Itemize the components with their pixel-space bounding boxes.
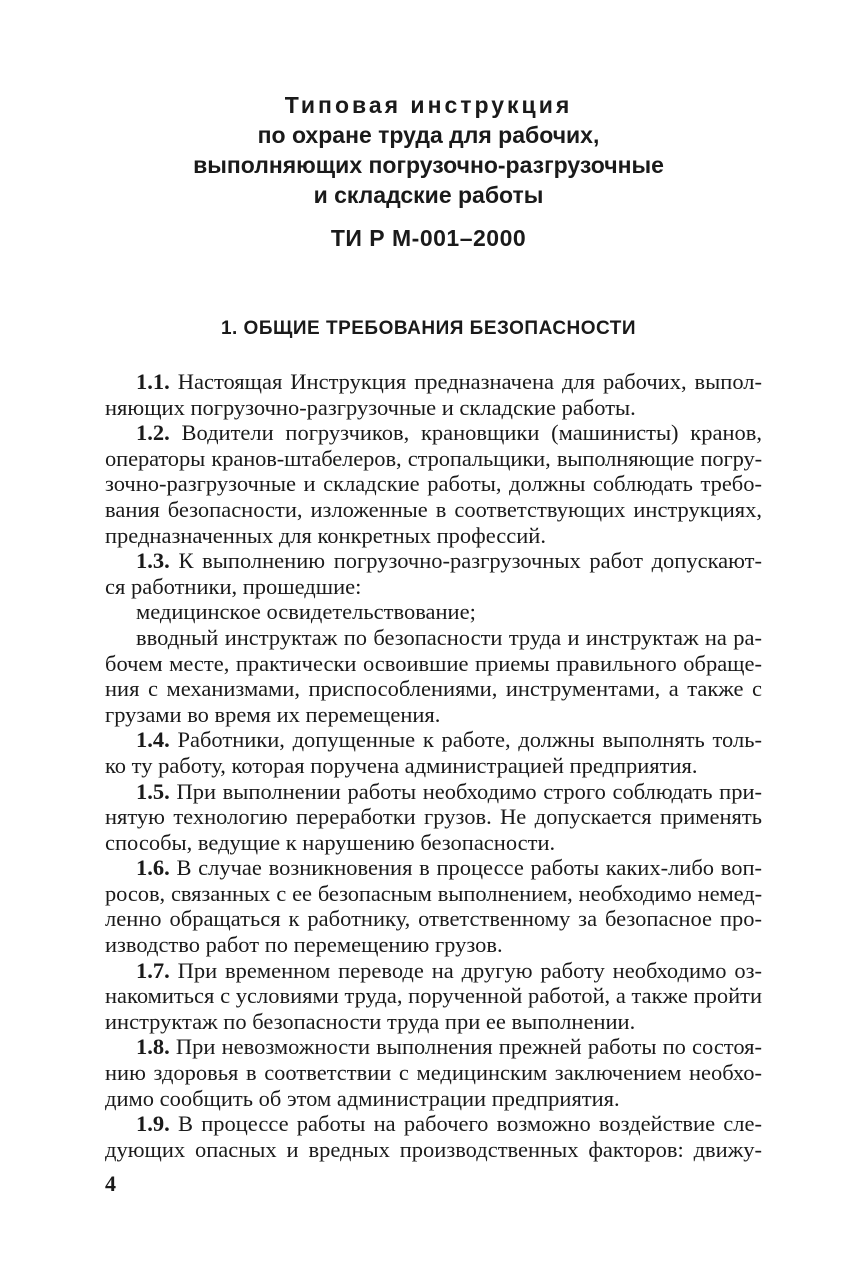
line-text: предназначенных для конкретных профессий. [105,522,546,548]
line-content [105,932,503,958]
clause-number: 1.1. [136,369,170,394]
text-line [105,523,762,549]
line-content [105,395,636,421]
clause-number: 1.5. [136,778,170,804]
line-text: дующих опасных и вредных производственных факторов: движу- [105,1136,762,1162]
text-line [105,369,762,395]
paragraph [105,369,762,420]
document-code: ТИ Р М-001–2000 [330,225,527,251]
line-content [105,471,762,497]
paragraph [105,727,762,778]
line-text: При невозможности выполнения прежней работы по состоя- [169,1034,762,1060]
section-heading: 1. ОБЩИЕ ТРЕБОВАНИЯ БЕЗОПАСНОСТИ [220,318,637,339]
clause-number: 1.8. [136,1034,170,1060]
line-text: накомиться с условиями труда, порученной работой, а также пройти [105,983,762,1009]
page-number: 4 [105,1171,116,1196]
text-line [105,830,762,856]
line-content [136,625,762,651]
line-text: способы, ведущие к нарушению безопасности. [105,829,556,855]
text-line [105,676,762,702]
text-line [105,625,762,651]
clause-number: 1.6. [136,855,170,881]
line-content [105,1060,762,1086]
text-line [105,1111,762,1137]
line-content [136,779,762,805]
text-line [105,446,762,472]
paragraph [105,855,762,957]
line-content [136,1111,762,1137]
line-text: В процессе работы на рабочего возможно воздействие сле- [169,1111,762,1137]
text-line [105,1086,762,1112]
line-content [105,1009,635,1035]
text-line [105,548,762,574]
line-text: ния с механизмами, приспособлениями, инструментами, а также с [105,676,762,702]
line-content [105,523,546,549]
line-text: бочем месте, практически освоившие приемы правильного обраще- [105,650,762,676]
line-text: нию здоровья в соответствии с медицинским заключением необхо- [105,1060,762,1086]
line-text: При временном переводе на другую работу необходимо оз- [169,957,762,983]
title-line: и складские работы [313,182,544,208]
text-line [105,881,762,907]
line-content [136,420,762,446]
text-line [105,1009,762,1035]
clause-number: 1.2. [136,420,170,446]
text-line [105,497,762,523]
line-content [105,497,762,523]
line-content [136,548,762,574]
paragraph [105,779,762,856]
line-text: Работники, допущенные к работе, должны выполнять толь- [169,727,762,753]
line-text: изводство работ по перемещению грузов. [105,932,503,958]
line-text: димо сообщить об этом администрации предприятия. [105,1085,620,1111]
line-text: Водители погрузчиков, крановщики (машинисты) кранов, [169,420,762,446]
line-text: нятую технологию переработки грузов. Не допускается применять [105,804,762,830]
line-content [136,855,762,881]
text-line [105,1060,762,1086]
text-line [105,932,762,958]
line-text: няющих погрузочно-разгрузочные и складские работы. [105,394,636,420]
text-line [105,804,762,830]
text-line [105,1034,762,1060]
line-text: Настоящая Инструкция предназначена для рабочих, выпол- [169,369,762,394]
paragraph [105,420,762,548]
document-body [105,369,762,1162]
text-line [105,727,762,753]
line-text: грузами во время их перемещения. [105,701,441,727]
title-line: Типовая инструкция [284,92,573,118]
text-line [105,574,762,600]
text-line [105,599,762,625]
line-text: росов, связанных с ее безопасным выполнением, необходимо немед- [105,880,762,906]
line-content [105,574,361,600]
paragraph [105,1111,762,1162]
text-line [105,395,762,421]
line-text: зочно-разгрузочные и складские работы, должны соблюдать требо- [105,471,762,497]
line-text: В случае возникновения в процессе работы каких-либо воп- [169,855,762,881]
text-line [105,702,762,728]
text-line [105,471,762,497]
line-text: операторы кранов-штабелеров, стропальщики, выполняющие погру- [105,445,762,471]
line-content [105,446,762,472]
clause-number: 1.9. [136,1111,170,1137]
paragraph [105,1034,762,1111]
text-line [105,420,762,446]
text-line [105,651,762,677]
paragraph [105,625,762,727]
text-line [105,983,762,1009]
line-content [105,906,762,932]
line-content [136,1034,762,1060]
text-line [105,753,762,779]
line-text: ся работники, прошедшие: [105,573,362,599]
line-content [105,1137,762,1163]
title-line: выполняющих погрузочно-разгрузочные [193,152,664,178]
line-content [105,753,698,779]
text-line [105,906,762,932]
line-content [105,830,555,856]
line-text: К выполнению погрузочно-разгрузочных работ допускают- [169,548,762,574]
line-text: При выполнении работы необходимо строго соблюдать при- [169,778,762,804]
line-content [136,369,762,395]
line-text: вводный инструктаж по безопасности труда и инструктаж на ра- [136,624,762,650]
line-text: инструктаж по безопасности труда при ее выполнении. [105,1008,636,1034]
line-text: вания безопасности, изложенные в соответствующих инструкциях, [105,496,762,522]
line-text: ленно обращаться к работнику, ответственному за безопасное про- [105,906,762,932]
paragraph [105,548,762,599]
line-text: медицинское освидетельствование; [136,599,476,625]
text-line [105,1137,762,1163]
line-content [105,676,762,702]
line-content [105,804,762,830]
line-content [105,651,762,677]
line-text: ко ту работу, которая поручена администрацией предприятия. [105,752,698,778]
line-content [105,1086,620,1112]
clause-number: 1.4. [136,727,170,753]
clause-number: 1.7. [136,957,170,983]
line-content [136,727,762,753]
paragraph [105,958,762,1035]
line-content [105,983,762,1009]
title-line: по охране труда для рабочих, [257,122,600,148]
line-content [105,881,762,907]
text-line [105,855,762,881]
line-content [136,599,476,625]
document-title [0,90,857,210]
text-line [105,779,762,805]
clause-number: 1.3. [136,548,170,574]
line-content [136,958,762,984]
text-line [105,958,762,984]
line-content [105,702,440,728]
paragraph [105,599,762,625]
